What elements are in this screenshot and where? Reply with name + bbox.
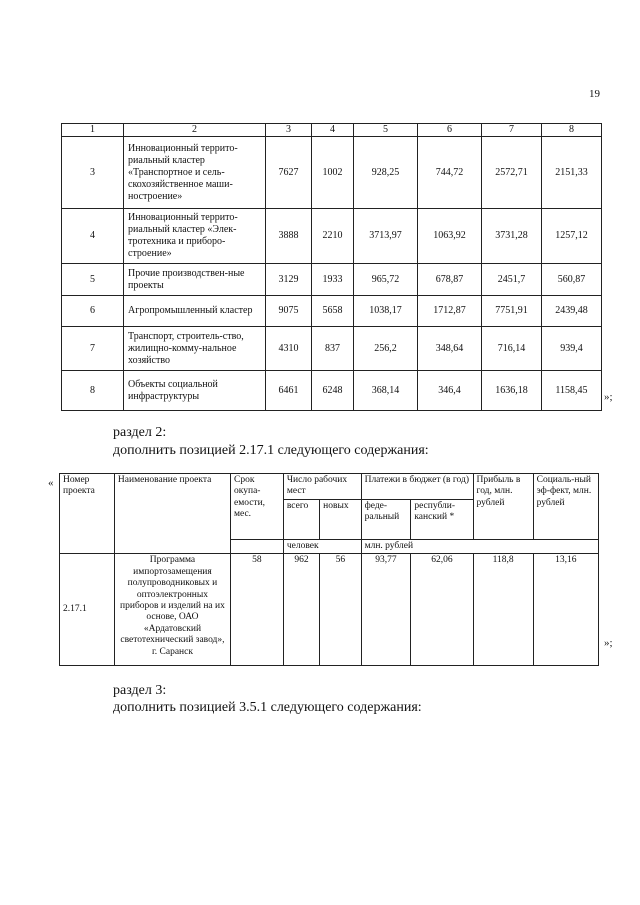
project-name: Программа импортозамещения полупроводниковых и оптоэлектронных приборов и изделий на их основе, ОАО «Ардатовский светотехнический завод», г. Саранск — [114, 554, 230, 666]
column-number: 2 — [124, 124, 266, 137]
table-row — [62, 264, 602, 296]
republic-value: 62,06 — [411, 554, 473, 666]
cell: Инновационный террито-риальный кластер «Транспортное и сель-скохозяйственное маши-ностроение» — [124, 137, 266, 209]
federal-value: 93,77 — [361, 554, 411, 666]
cell: 939,4 — [542, 327, 602, 371]
column-number: 4 — [312, 124, 354, 137]
cell: 1712,87 — [418, 296, 482, 327]
cell: 346,4 — [418, 371, 482, 411]
cell: 2572,71 — [482, 137, 542, 209]
section-2-text: дополнить позицией 2.17.1 следующего содержания: — [113, 443, 429, 458]
header-budget: Платежи в бюджет (в год) — [361, 474, 473, 500]
cell: 6461 — [266, 371, 312, 411]
cell: 837 — [312, 327, 354, 371]
header-jobs-total: всего — [283, 500, 319, 540]
unit-people: человек — [283, 540, 361, 554]
cell: 6248 — [312, 371, 354, 411]
column-number: 5 — [354, 124, 418, 137]
jobs-total-value: 962 — [283, 554, 319, 666]
column-number: 7 — [482, 124, 542, 137]
column-number: 8 — [542, 124, 602, 137]
cell: 2439,48 — [542, 296, 602, 327]
cell: Транспорт, строитель-ство, жилищно-комму-нальное хозяйство — [124, 327, 266, 371]
header-project-number: Номер проекта — [60, 474, 115, 554]
header-project-name: Наименование проекта — [114, 474, 230, 554]
header-budget-republic: республи-канский * — [411, 500, 473, 540]
closing-quote: »; — [604, 391, 613, 403]
cell: 7 — [62, 327, 124, 371]
cell: 5658 — [312, 296, 354, 327]
project-table — [59, 473, 599, 666]
cell: 3731,28 — [482, 209, 542, 264]
unit-money: млн. рублей — [361, 540, 598, 554]
project-number: 2.17.1 — [60, 554, 115, 666]
header-payback: Срок окупа-емости, мес. — [231, 474, 284, 540]
social-value: 13,16 — [533, 554, 598, 666]
header-jobs-new: новых — [320, 500, 361, 540]
table-header-row — [60, 474, 599, 500]
profit-value: 118,8 — [473, 554, 533, 666]
cell: 1158,45 — [542, 371, 602, 411]
column-number: 6 — [418, 124, 482, 137]
cell: 678,87 — [418, 264, 482, 296]
cell: 3713,97 — [354, 209, 418, 264]
jobs-new-value: 56 — [320, 554, 361, 666]
cell: 256,2 — [354, 327, 418, 371]
payback-value: 58 — [231, 554, 284, 666]
cell: 1063,92 — [418, 209, 482, 264]
cell: 6 — [62, 296, 124, 327]
cell: 1636,18 — [482, 371, 542, 411]
cell: 928,25 — [354, 137, 418, 209]
cell: 1002 — [312, 137, 354, 209]
cell: Агропромышленный кластер — [124, 296, 266, 327]
cell: 560,87 — [542, 264, 602, 296]
cell: 3888 — [266, 209, 312, 264]
table-row — [62, 296, 602, 327]
page-number: 19 — [589, 88, 600, 100]
cell: 3 — [62, 137, 124, 209]
cell: 5 — [62, 264, 124, 296]
cell: Прочие производствен-ные проекты — [124, 264, 266, 296]
investment-table — [61, 123, 602, 411]
section-3-title: раздел 3: — [113, 683, 167, 698]
table-row — [62, 371, 602, 411]
table-row — [62, 137, 602, 209]
cell: 1038,17 — [354, 296, 418, 327]
cell: Объекты социальной инфраструктуры — [124, 371, 266, 411]
table-row — [60, 554, 599, 666]
column-number: 1 — [62, 124, 124, 137]
cell: 1933 — [312, 264, 354, 296]
column-number: 3 — [266, 124, 312, 137]
cell: 1257,12 — [542, 209, 602, 264]
closing-quote: »; — [604, 637, 613, 649]
cell: 744,72 — [418, 137, 482, 209]
cell: Инновационный террито-риальный кластер «Элек-тротехника и приборо-строение» — [124, 209, 266, 264]
cell: 8 — [62, 371, 124, 411]
unit-cell — [231, 540, 284, 554]
section-2-title: раздел 2: — [113, 425, 167, 440]
cell: 348,64 — [418, 327, 482, 371]
cell: 3129 — [266, 264, 312, 296]
cell: 2451,7 — [482, 264, 542, 296]
section-3-text: дополнить позицией 3.5.1 следующего содержания: — [113, 700, 422, 715]
cell: 2210 — [312, 209, 354, 264]
table-row — [62, 209, 602, 264]
header-jobs: Число рабочих мест — [283, 474, 361, 500]
cell: 2151,33 — [542, 137, 602, 209]
cell: 965,72 — [354, 264, 418, 296]
cell: 4 — [62, 209, 124, 264]
table-row — [62, 327, 602, 371]
header-social: Социаль-ный эф-фект, млн. рублей — [533, 474, 598, 540]
cell: 9075 — [266, 296, 312, 327]
cell: 368,14 — [354, 371, 418, 411]
header-budget-federal: феде-ральный — [361, 500, 411, 540]
header-profit: Прибыль в год, млн. рублей — [473, 474, 533, 540]
cell: 4310 — [266, 327, 312, 371]
cell: 7751,91 — [482, 296, 542, 327]
cell: 7627 — [266, 137, 312, 209]
table-header-row — [62, 124, 602, 137]
opening-quote: « — [48, 477, 54, 489]
cell: 716,14 — [482, 327, 542, 371]
